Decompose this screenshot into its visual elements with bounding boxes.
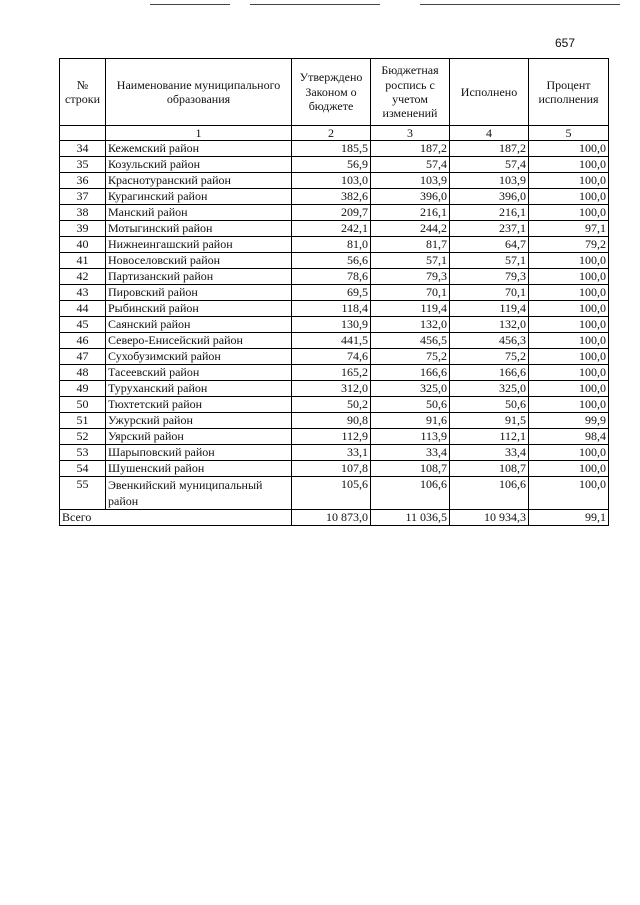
- header-budget-list: Бюджетная роспись с учетом изменений: [371, 59, 450, 126]
- approved-cell: 118,4: [292, 301, 371, 317]
- row-number-cell: 36: [60, 173, 106, 189]
- table-header-row: [60, 59, 609, 126]
- table-row: [60, 189, 609, 205]
- budget-list-cell: 75,2: [371, 349, 450, 365]
- percent-cell: 79,2: [529, 237, 609, 253]
- executed-cell: 70,1: [450, 285, 529, 301]
- budget-execution-table: [59, 58, 609, 526]
- row-number-cell: 40: [60, 237, 106, 253]
- column-number: 4: [450, 126, 529, 141]
- approved-cell: 382,6: [292, 189, 371, 205]
- top-rule-middle: [250, 4, 380, 5]
- column-number: 2: [292, 126, 371, 141]
- budget-list-cell: 70,1: [371, 285, 450, 301]
- budget-list-cell: 57,4: [371, 157, 450, 173]
- header-approved: Утверждено Законом о бюджете: [292, 59, 371, 126]
- table-row: [60, 429, 609, 445]
- approved-cell: 50,2: [292, 397, 371, 413]
- municipality-name-cell: Ужурский район: [106, 413, 292, 429]
- column-numbers-row: [60, 126, 609, 141]
- table-row: [60, 269, 609, 285]
- executed-cell: 108,7: [450, 461, 529, 477]
- column-number: 5: [529, 126, 609, 141]
- total-percent: 99,1: [529, 510, 609, 526]
- executed-cell: 187,2: [450, 141, 529, 157]
- top-rule-right: [420, 4, 620, 5]
- row-number-cell: 54: [60, 461, 106, 477]
- percent-cell: 100,0: [529, 461, 609, 477]
- row-number-cell: 47: [60, 349, 106, 365]
- approved-cell: 112,9: [292, 429, 371, 445]
- municipality-name-cell: Тюхтетский район: [106, 397, 292, 413]
- approved-cell: 69,5: [292, 285, 371, 301]
- total-label: Всего: [60, 510, 292, 526]
- table-row: [60, 445, 609, 461]
- municipality-name-cell: Тасеевский район: [106, 365, 292, 381]
- row-number-cell: 52: [60, 429, 106, 445]
- percent-cell: 100,0: [529, 317, 609, 333]
- executed-cell: 79,3: [450, 269, 529, 285]
- executed-cell: 112,1: [450, 429, 529, 445]
- budget-list-cell: 57,1: [371, 253, 450, 269]
- budget-list-cell: 50,6: [371, 397, 450, 413]
- table-row: [60, 381, 609, 397]
- approved-cell: 105,6: [292, 477, 371, 510]
- executed-cell: 33,4: [450, 445, 529, 461]
- table-row: [60, 317, 609, 333]
- percent-cell: 100,0: [529, 141, 609, 157]
- row-number-cell: 35: [60, 157, 106, 173]
- municipality-name-cell: Нижнеингашский район: [106, 237, 292, 253]
- table-row: [60, 173, 609, 189]
- executed-cell: 103,9: [450, 173, 529, 189]
- percent-cell: 100,0: [529, 205, 609, 221]
- header-executed: Исполнено: [450, 59, 529, 126]
- executed-cell: 50,6: [450, 397, 529, 413]
- table-row: [60, 333, 609, 349]
- table-row: [60, 397, 609, 413]
- row-number-cell: 34: [60, 141, 106, 157]
- budget-list-cell: 108,7: [371, 461, 450, 477]
- table-row: [60, 141, 609, 157]
- percent-cell: 100,0: [529, 349, 609, 365]
- total-row: [60, 510, 609, 526]
- row-number-cell: 43: [60, 285, 106, 301]
- municipality-name-cell: Шушенский район: [106, 461, 292, 477]
- table-row: [60, 365, 609, 381]
- municipality-name-cell: Краснотуранский район: [106, 173, 292, 189]
- row-number-cell: 37: [60, 189, 106, 205]
- row-number-cell: 46: [60, 333, 106, 349]
- row-number-cell: 42: [60, 269, 106, 285]
- executed-cell: 64,7: [450, 237, 529, 253]
- budget-list-cell: 132,0: [371, 317, 450, 333]
- table-row: [60, 253, 609, 269]
- total-budget-list: 11 036,5: [371, 510, 450, 526]
- percent-cell: 100,0: [529, 333, 609, 349]
- row-number-cell: 45: [60, 317, 106, 333]
- table-row: [60, 237, 609, 253]
- approved-cell: 107,8: [292, 461, 371, 477]
- percent-cell: 100,0: [529, 381, 609, 397]
- percent-cell: 100,0: [529, 253, 609, 269]
- budget-list-cell: 106,6: [371, 477, 450, 510]
- table-row: [60, 221, 609, 237]
- approved-cell: 185,5: [292, 141, 371, 157]
- percent-cell: 100,0: [529, 173, 609, 189]
- header-percent: Процент исполнения: [529, 59, 609, 126]
- executed-cell: 166,6: [450, 365, 529, 381]
- row-number-cell: 53: [60, 445, 106, 461]
- executed-cell: 75,2: [450, 349, 529, 365]
- column-number-blank: [60, 126, 106, 141]
- page-number: 657: [555, 36, 576, 50]
- municipality-name-cell: Туруханский район: [106, 381, 292, 397]
- table-row: [60, 349, 609, 365]
- executed-cell: 396,0: [450, 189, 529, 205]
- table-row: [60, 477, 609, 510]
- table-row: [60, 413, 609, 429]
- budget-list-cell: 81,7: [371, 237, 450, 253]
- approved-cell: 74,6: [292, 349, 371, 365]
- table-row: [60, 461, 609, 477]
- approved-cell: 312,0: [292, 381, 371, 397]
- table-row: [60, 301, 609, 317]
- budget-list-cell: 119,4: [371, 301, 450, 317]
- approved-cell: 130,9: [292, 317, 371, 333]
- municipality-name-cell: Саянский район: [106, 317, 292, 333]
- executed-cell: 456,3: [450, 333, 529, 349]
- row-number-cell: 48: [60, 365, 106, 381]
- municipality-name-cell: Козульский район: [106, 157, 292, 173]
- top-rule-left: [150, 4, 230, 5]
- percent-cell: 100,0: [529, 285, 609, 301]
- budget-list-cell: 244,2: [371, 221, 450, 237]
- table-row: [60, 205, 609, 221]
- row-number-cell: 39: [60, 221, 106, 237]
- municipality-name-cell: Северо-Енисейский район: [106, 333, 292, 349]
- executed-cell: 57,4: [450, 157, 529, 173]
- row-number-cell: 51: [60, 413, 106, 429]
- executed-cell: 91,5: [450, 413, 529, 429]
- approved-cell: 209,7: [292, 205, 371, 221]
- approved-cell: 56,9: [292, 157, 371, 173]
- budget-list-cell: 166,6: [371, 365, 450, 381]
- table-row: [60, 285, 609, 301]
- municipality-name-cell: Мотыгинский район: [106, 221, 292, 237]
- percent-cell: 97,1: [529, 221, 609, 237]
- approved-cell: 81,0: [292, 237, 371, 253]
- executed-cell: 237,1: [450, 221, 529, 237]
- row-number-cell: 44: [60, 301, 106, 317]
- budget-list-cell: 187,2: [371, 141, 450, 157]
- percent-cell: 99,9: [529, 413, 609, 429]
- approved-cell: 103,0: [292, 173, 371, 189]
- row-number-cell: 55: [60, 477, 106, 510]
- municipality-name-cell: Уярский район: [106, 429, 292, 445]
- total-approved: 10 873,0: [292, 510, 371, 526]
- municipality-name-cell: Эвенкийский муниципальный район: [106, 477, 292, 510]
- approved-cell: 90,8: [292, 413, 371, 429]
- budget-list-cell: 79,3: [371, 269, 450, 285]
- executed-cell: 216,1: [450, 205, 529, 221]
- municipality-name-cell: Кежемский район: [106, 141, 292, 157]
- approved-cell: 56,6: [292, 253, 371, 269]
- budget-list-cell: 91,6: [371, 413, 450, 429]
- executed-cell: 106,6: [450, 477, 529, 510]
- percent-cell: 100,0: [529, 157, 609, 173]
- executed-cell: 132,0: [450, 317, 529, 333]
- percent-cell: 100,0: [529, 477, 609, 510]
- percent-cell: 100,0: [529, 397, 609, 413]
- budget-list-cell: 113,9: [371, 429, 450, 445]
- table-row: [60, 157, 609, 173]
- municipality-name-cell: Рыбинский район: [106, 301, 292, 317]
- approved-cell: 33,1: [292, 445, 371, 461]
- approved-cell: 242,1: [292, 221, 371, 237]
- approved-cell: 441,5: [292, 333, 371, 349]
- budget-list-cell: 216,1: [371, 205, 450, 221]
- executed-cell: 119,4: [450, 301, 529, 317]
- municipality-name-cell: Манский район: [106, 205, 292, 221]
- total-executed: 10 934,3: [450, 510, 529, 526]
- header-row-number: № строки: [60, 59, 106, 126]
- percent-cell: 100,0: [529, 301, 609, 317]
- municipality-name-cell: Новоселовский район: [106, 253, 292, 269]
- percent-cell: 100,0: [529, 269, 609, 285]
- budget-list-cell: 325,0: [371, 381, 450, 397]
- percent-cell: 100,0: [529, 445, 609, 461]
- budget-list-cell: 33,4: [371, 445, 450, 461]
- table-body: [60, 141, 609, 510]
- executed-cell: 57,1: [450, 253, 529, 269]
- municipality-name-cell: Партизанский район: [106, 269, 292, 285]
- municipality-name-cell: Шарыповский район: [106, 445, 292, 461]
- header-municipality-name: Наименование муниципального образования: [106, 59, 292, 126]
- percent-cell: 100,0: [529, 365, 609, 381]
- budget-list-cell: 456,5: [371, 333, 450, 349]
- municipality-name-cell: Пировский район: [106, 285, 292, 301]
- budget-list-cell: 103,9: [371, 173, 450, 189]
- row-number-cell: 50: [60, 397, 106, 413]
- percent-cell: 98,4: [529, 429, 609, 445]
- approved-cell: 78,6: [292, 269, 371, 285]
- row-number-cell: 41: [60, 253, 106, 269]
- budget-list-cell: 396,0: [371, 189, 450, 205]
- column-number: 3: [371, 126, 450, 141]
- municipality-name-cell: Сухобузимский район: [106, 349, 292, 365]
- percent-cell: 100,0: [529, 189, 609, 205]
- row-number-cell: 49: [60, 381, 106, 397]
- municipality-name-cell: Курагинский район: [106, 189, 292, 205]
- column-number: 1: [106, 126, 292, 141]
- executed-cell: 325,0: [450, 381, 529, 397]
- row-number-cell: 38: [60, 205, 106, 221]
- approved-cell: 165,2: [292, 365, 371, 381]
